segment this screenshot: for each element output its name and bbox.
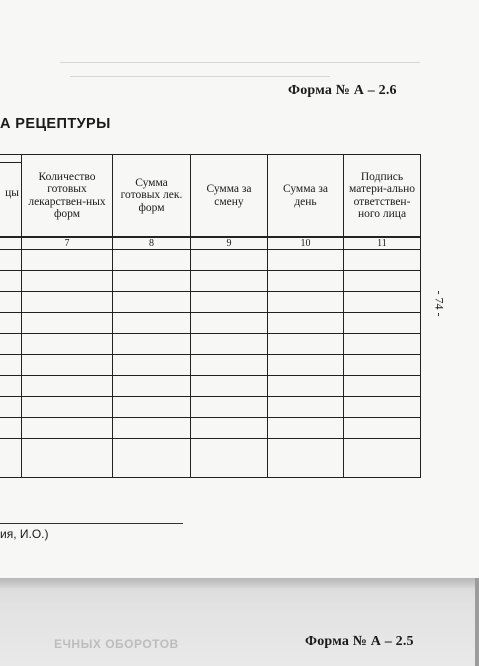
header-cell-sum-shift: Сумма за смену — [191, 155, 268, 238]
table-cell — [344, 313, 421, 334]
table-cell — [0, 250, 22, 271]
column-number: 8 — [113, 237, 191, 250]
table-cell — [344, 334, 421, 355]
table-cell — [0, 313, 22, 334]
table-cell — [0, 439, 22, 478]
table-cell — [191, 355, 268, 376]
table-cell — [268, 271, 344, 292]
scan-shadow — [0, 578, 479, 588]
table-cell — [268, 355, 344, 376]
table-cell — [191, 250, 268, 271]
table-cell — [22, 271, 113, 292]
table-cell — [191, 292, 268, 313]
table-cell — [344, 397, 421, 418]
table-cell — [191, 376, 268, 397]
table-cell — [113, 418, 191, 439]
table-cell — [0, 418, 22, 439]
table-cell — [268, 418, 344, 439]
column-number: 11 — [344, 237, 421, 250]
table-cell — [113, 376, 191, 397]
table-cell — [113, 439, 191, 478]
signature-line — [0, 523, 183, 524]
table-cell — [113, 397, 191, 418]
table-cell — [22, 355, 113, 376]
table-row — [0, 397, 421, 418]
table-row — [0, 376, 421, 397]
table-cell — [22, 418, 113, 439]
table-cell — [191, 313, 268, 334]
table-cell — [22, 313, 113, 334]
form-number-bottom: Форма № А – 2.5 — [305, 634, 414, 649]
next-page-strip — [0, 578, 479, 666]
table-cell — [268, 250, 344, 271]
table-cell — [113, 313, 191, 334]
bleed-through-line — [60, 62, 420, 63]
header-cell-partial: цы — [0, 155, 22, 238]
table-cell — [191, 334, 268, 355]
header-cell-sum-day: Сумма за день — [268, 155, 344, 238]
table-row — [0, 439, 421, 478]
header-cell-count-forms: Количество готовых лекарствен-ных форм — [22, 155, 113, 238]
table-cell — [268, 334, 344, 355]
table-row — [0, 271, 421, 292]
table-row — [0, 292, 421, 313]
table-cell — [22, 439, 113, 478]
table-cell — [22, 250, 113, 271]
table-cell — [191, 397, 268, 418]
table-cell — [268, 292, 344, 313]
signature-caption: ия, И.О.) — [0, 527, 49, 541]
column-number: 7 — [22, 237, 113, 250]
ghost-heading: ЕЧНЫХ ОБОРОТОВ — [54, 637, 179, 651]
table-cell — [191, 439, 268, 478]
table-cell — [344, 292, 421, 313]
scan-edge — [475, 578, 479, 666]
header-cell-sum-forms: Сумма готовых лек. форм — [113, 155, 191, 238]
table-cell — [113, 271, 191, 292]
bleed-through-line — [70, 76, 330, 77]
section-title: А РЕЦЕПТУРЫ — [0, 116, 111, 132]
table-cell — [191, 271, 268, 292]
column-number: 9 — [191, 237, 268, 250]
table-cell — [22, 376, 113, 397]
table-cell — [344, 355, 421, 376]
table-cell — [344, 271, 421, 292]
table-cell — [344, 376, 421, 397]
table-cell — [22, 334, 113, 355]
table-cell — [344, 250, 421, 271]
table-cell — [0, 292, 22, 313]
table-cell — [113, 292, 191, 313]
table-cell — [0, 271, 22, 292]
table-cell — [113, 334, 191, 355]
table-cell — [22, 292, 113, 313]
table-cell — [268, 397, 344, 418]
table-cell — [268, 376, 344, 397]
table-row — [0, 418, 421, 439]
table-cell — [191, 418, 268, 439]
table-cell — [22, 397, 113, 418]
table-cell — [268, 439, 344, 478]
header-row — [0, 155, 421, 238]
table-cell — [113, 250, 191, 271]
table-cell — [268, 313, 344, 334]
table-row — [0, 250, 421, 271]
header-cell-signature: Подпись матери-ально ответствен-ного лица — [344, 155, 421, 238]
ledger-table — [0, 154, 421, 478]
column-number — [0, 237, 22, 250]
table-row — [0, 355, 421, 376]
table-cell — [344, 418, 421, 439]
form-number-top: Форма № А – 2.6 — [288, 83, 397, 98]
column-number: 10 — [268, 237, 344, 250]
table-cell — [0, 376, 22, 397]
table-row — [0, 334, 421, 355]
table-cell — [0, 397, 22, 418]
table-cell — [0, 355, 22, 376]
table-cell — [344, 439, 421, 478]
page-number: - 74 - — [432, 290, 447, 317]
table-cell — [113, 355, 191, 376]
table-row — [0, 313, 421, 334]
table-cell — [0, 334, 22, 355]
column-number-row — [0, 237, 421, 250]
